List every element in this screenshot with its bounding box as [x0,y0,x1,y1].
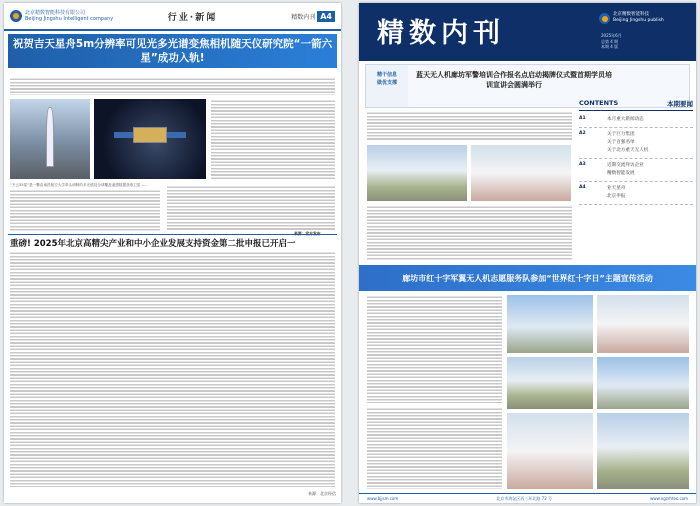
redcross-body-2 [367,407,502,489]
contents-row[interactable]: A1 本月重大新闻动态 [579,113,693,128]
section-title: 行业·新闻 [167,12,218,23]
headline-2: 重磅! 2025年北京高精尖产业和中小企业发展支持资金第二批申报已开启一 [10,239,296,249]
company-logo-icon [10,10,22,22]
company-logo-icon [599,13,610,24]
contents-box [579,99,693,205]
masthead [359,3,696,61]
masthead-logo-sub: Beijing Jingshu publish [613,18,664,23]
footer-website[interactable]: www.bjjsm.com [367,496,399,501]
satellite-render-image [94,99,206,179]
logo-sub: Beijing Jingshu Intelligent company [25,16,114,22]
masthead-logo-name: 北京精数智能科技 [613,12,649,17]
issue-pages: 本期 4 版 [601,44,619,49]
left-header [4,3,341,31]
left-page [4,3,341,503]
lead-title: 蓝天无人机廊坊军警培训合作报名点启动揭牌仪式暨首期学员培训宣讲会圆满举行 [416,71,612,89]
article-intro [10,77,335,95]
logo-name: 北京精数智能科技有限公司 [25,10,86,16]
masthead-title: 精数内刊 [377,18,505,49]
redcross-photo-1 [507,295,593,353]
issue-meta [601,33,622,50]
article-2-source: 来源：北京经信 [308,491,336,496]
page-label: 精数内刊 A4 [255,11,335,22]
training-photo-2 [471,145,571,201]
masthead-logo [599,12,664,24]
headline: 祝贺吉天星舟5m分辨率可见光多光谱变焦相机随天仪研究院“一箭六星”成功入轨! [8,34,337,68]
issue-date: 2025年6月 [601,33,622,38]
right-page [359,3,696,503]
article-column-left [10,189,160,231]
footer-website-2[interactable]: www.xgzrhtec.com [650,496,688,501]
lead-body-2 [367,205,572,261]
footer-address: 北京市海淀区西三环北路 72 号 [496,496,553,501]
contents-row[interactable]: A2 关于巨力集团 关于百强名单 关于北方重天无人机 [579,128,693,159]
contents-row[interactable]: A3 近期交流拜访企业 精数智能发展 [579,159,693,182]
article-2-body [10,251,335,487]
contents-row[interactable]: A4 业天星舟 北京申报 [579,182,693,205]
divider [8,234,337,235]
redcross-photo-4 [597,357,689,409]
article-column-right-2 [167,185,335,231]
page-number: A4 [317,11,335,22]
contents-subtitle: 本期要闻 [667,100,693,108]
redcross-photo-6 [597,413,689,489]
left-logo [10,10,130,22]
redcross-body [367,295,502,403]
footer [359,493,696,503]
training-photo-1 [367,145,467,201]
contents-title: CONTENTS [579,99,619,107]
lead-body [367,111,572,141]
redcross-photo-3 [507,357,593,409]
image-caption: “天云35星”是一颗由南昌航空大学牵头研制的多光谱及全球覆盖遥感数据获取卫星…… [10,183,148,187]
rocket-launch-image [10,99,90,179]
redcross-headline: 廊坊市红十字军翼无人机志愿服务队参加“世界红十字日”主题宣传活动 [359,265,696,291]
issue-total: 总第 4 期 [601,38,619,44]
article-column-right [211,99,335,179]
redcross-photo-2 [597,295,689,353]
redcross-photo-5 [507,413,593,489]
lead-tag: 精干信息 做优支撑 [366,65,408,107]
